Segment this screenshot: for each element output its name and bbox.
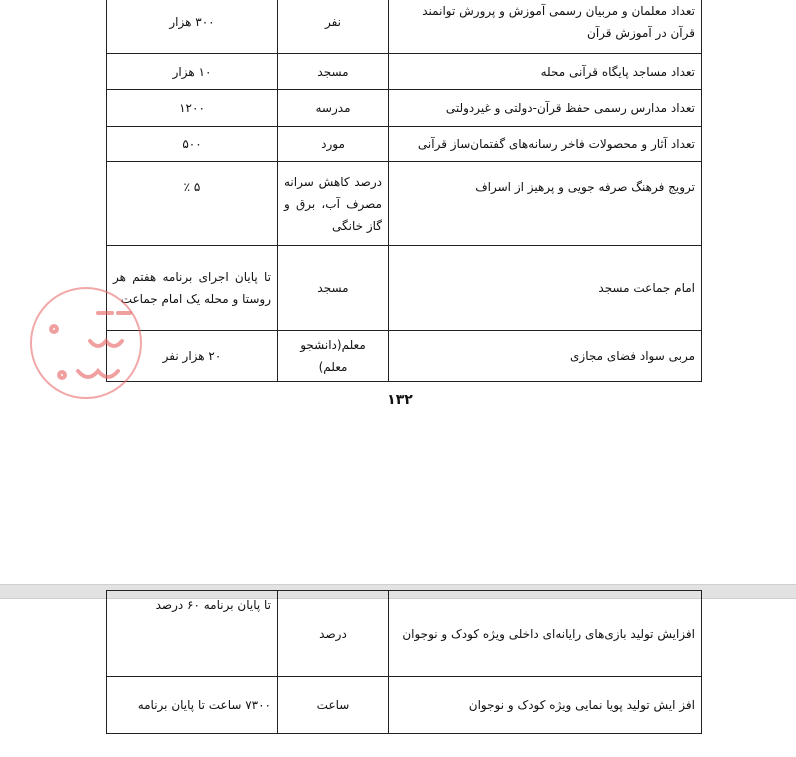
indicator-target: تا پایان اجرای برنامه هفتم هر روستا و محله یک امام جماعت	[107, 246, 278, 331]
indicator-title: امام جماعت مسجد	[389, 246, 702, 331]
indicator-target: ۳۰۰ هزار	[107, 0, 278, 54]
indicators-table-page-2	[106, 590, 702, 734]
indicator-unit: ساعت	[278, 677, 389, 734]
indicator-target: ۲۰ هزار نفر	[107, 331, 278, 382]
indicator-title: تعداد مساجد پایگاه قرآنی محله	[389, 54, 702, 90]
indicator-title: تعداد معلمان و مربیان رسمی آموزش و پرورش توانمند قرآن در آموزش قرآن	[389, 0, 702, 54]
indicator-title: افزایش تولید بازی‌های رایانه‌ای داخلی ویژه کودک و نوجوان	[389, 591, 702, 677]
table-row	[107, 0, 702, 54]
indicator-unit: مدرسه	[278, 90, 389, 127]
indicator-unit: درصد کاهش سرانه مصرف آب، برق و گاز خانگی	[278, 162, 389, 246]
indicator-unit: نفر	[278, 0, 389, 54]
indicators-table-page-1	[106, 0, 702, 382]
indicator-target: ۵۰۰	[107, 127, 278, 162]
indicator-title: تعداد مدارس رسمی حفظ قرآن-دولتی و غیردولتی	[389, 90, 702, 127]
indicator-title: افز ایش تولید پویا نمایی ویژه کودک و نوجوان	[389, 677, 702, 734]
indicator-target: ۷۳۰۰ ساعت تا پایان برنامه	[107, 677, 278, 734]
indicator-unit: مسجد	[278, 246, 389, 331]
indicator-title: تعداد آثار و محصولات فاخر رسانه‌های گفتمان‌ساز قرآنی	[389, 127, 702, 162]
indicator-unit: معلم(دانشجو معلم)	[278, 331, 389, 382]
table-row	[107, 90, 702, 127]
table-row	[107, 246, 702, 331]
indicator-target: ۱۰ هزار	[107, 54, 278, 90]
table-row	[107, 127, 702, 162]
indicator-target: ۱۲۰۰	[107, 90, 278, 127]
indicator-title: ترویج فرهنگ صرفه جویی و پرهیز از اسراف	[389, 162, 702, 246]
table-row	[107, 54, 702, 90]
indicator-target: ۵ ٪	[107, 162, 278, 246]
indicator-unit: مورد	[278, 127, 389, 162]
table-row	[107, 162, 702, 246]
indicator-unit: درصد	[278, 591, 389, 677]
table-row	[107, 591, 702, 677]
table-row	[107, 331, 702, 382]
indicator-unit: مسجد	[278, 54, 389, 90]
indicator-title: مربی سواد فضای مجازی	[389, 331, 702, 382]
page-number: ۱۳۲	[387, 392, 413, 408]
table-row	[107, 677, 702, 734]
indicator-target: تا پایان برنامه ۶۰ درصد	[107, 591, 278, 677]
